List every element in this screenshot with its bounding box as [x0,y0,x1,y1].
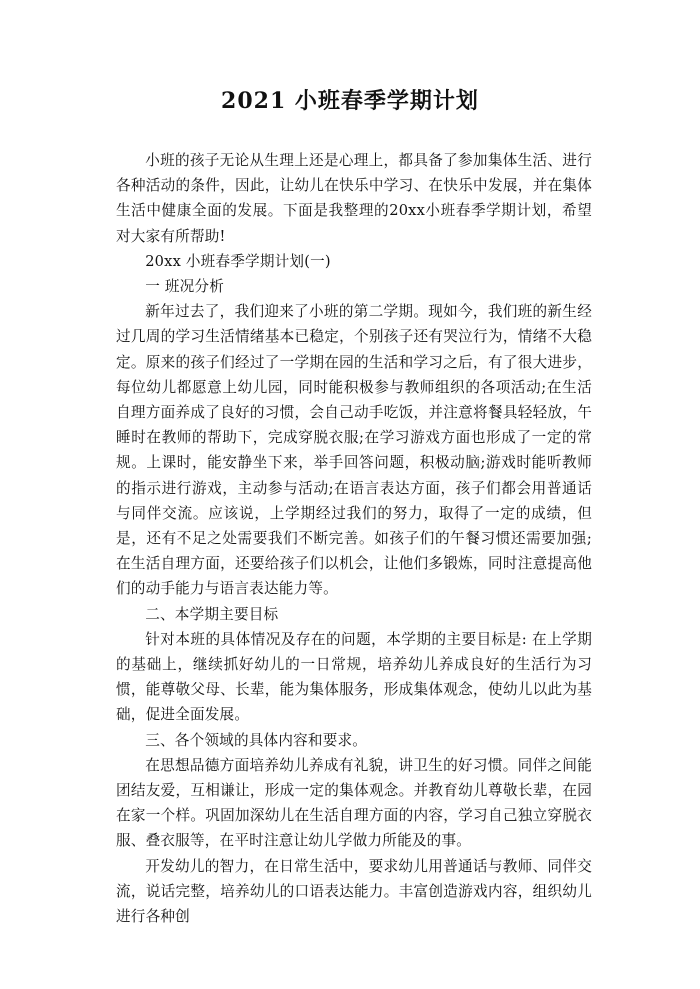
main-goals-paragraph: 针对本班的具体情况及存在的问题，本学期的主要目标是: 在上学期的基础上，继续抓好幼儿的一日常规，培养幼儿养成良好的生活行为习惯，能尊敬父母、长辈，能为集体服务，形成集体观念，使幼儿以此为基础，促进全面发展。 [116,630,592,724]
class-analysis-paragraph: 新年过去了，我们迎来了小班的第二学期。现如今，我们班的新生经过几周的学习生活情绪基本已稳定，个别孩子还有哭泣行为，情绪不大稳定。原来的孩子们经过了一学期在园的生活和学习之后，有了很大进步，每位幼儿都愿意上幼儿园，同时能积极参与教师组织的各项活动;在生活自理方面养成了良好的习惯，会自己动手吃饭，并注意将餐具轻轻放，午睡时在教师的帮助下，完成穿脱衣服;在学习游戏方面也形成了一定的常规。上课时，能安静坐下来，举手回答问题，积极动脑;游戏时能听教师的指示进行游戏，主动参与活动;在语言表达方面，孩子们都会用普通话与同伴交流。应该说，上学期经过我们的努力，取得了一定的成绩，但是，还有不足之处需要我们不断完善。如孩子们的午餐习惯还需要加强;在生活自理方面，还要给孩子们以机会，让他们多锻炼，同时注意提高他们的动手能力与语言表达能力等。 [116,303,592,598]
document-title: 2021 小班春季学期计划 [221,88,479,114]
section-heading-class-analysis: 一 班况分析 [145,278,224,296]
intelligence-paragraph: 开发幼儿的智力，在日常生活中，要求幼儿用普通话与教师、同伴交流，说话完整，培养幼儿的口语表达能力。丰富创造游戏内容，组织幼儿进行各种创 [116,857,592,926]
section-heading-main-goals: 二、本学期主要目标 [145,605,279,623]
document-body [116,148,592,929]
section-heading-domain-contents: 三、各个领域的具体内容和要求。 [145,731,368,749]
moral-education-paragraph: 在思想品德方面培养幼儿养成有礼貌，讲卫生的好习惯。同伴之间能团结友爱，互相谦让，形成一定的集体观念。并教育幼儿尊敬长辈，在园在家一个样。巩固加深幼儿在生活自理方面的内容，学习自己独立穿脱衣服、叠衣服等，在平时注意让幼儿学做力所能及的事。 [116,756,592,850]
intro-paragraph: 小班的孩子无论从生理上还是心理上，都具备了参加集体生活、进行各种活动的条件，因此，让幼儿在快乐中学习、在快乐中发展，并在集体生活中健康全面的发展。下面是我整理的20xx小班春季学期计划，希望对大家有所帮助! [116,152,592,245]
plan-subtitle: 20xx 小班春季学期计划(一) [145,252,331,270]
